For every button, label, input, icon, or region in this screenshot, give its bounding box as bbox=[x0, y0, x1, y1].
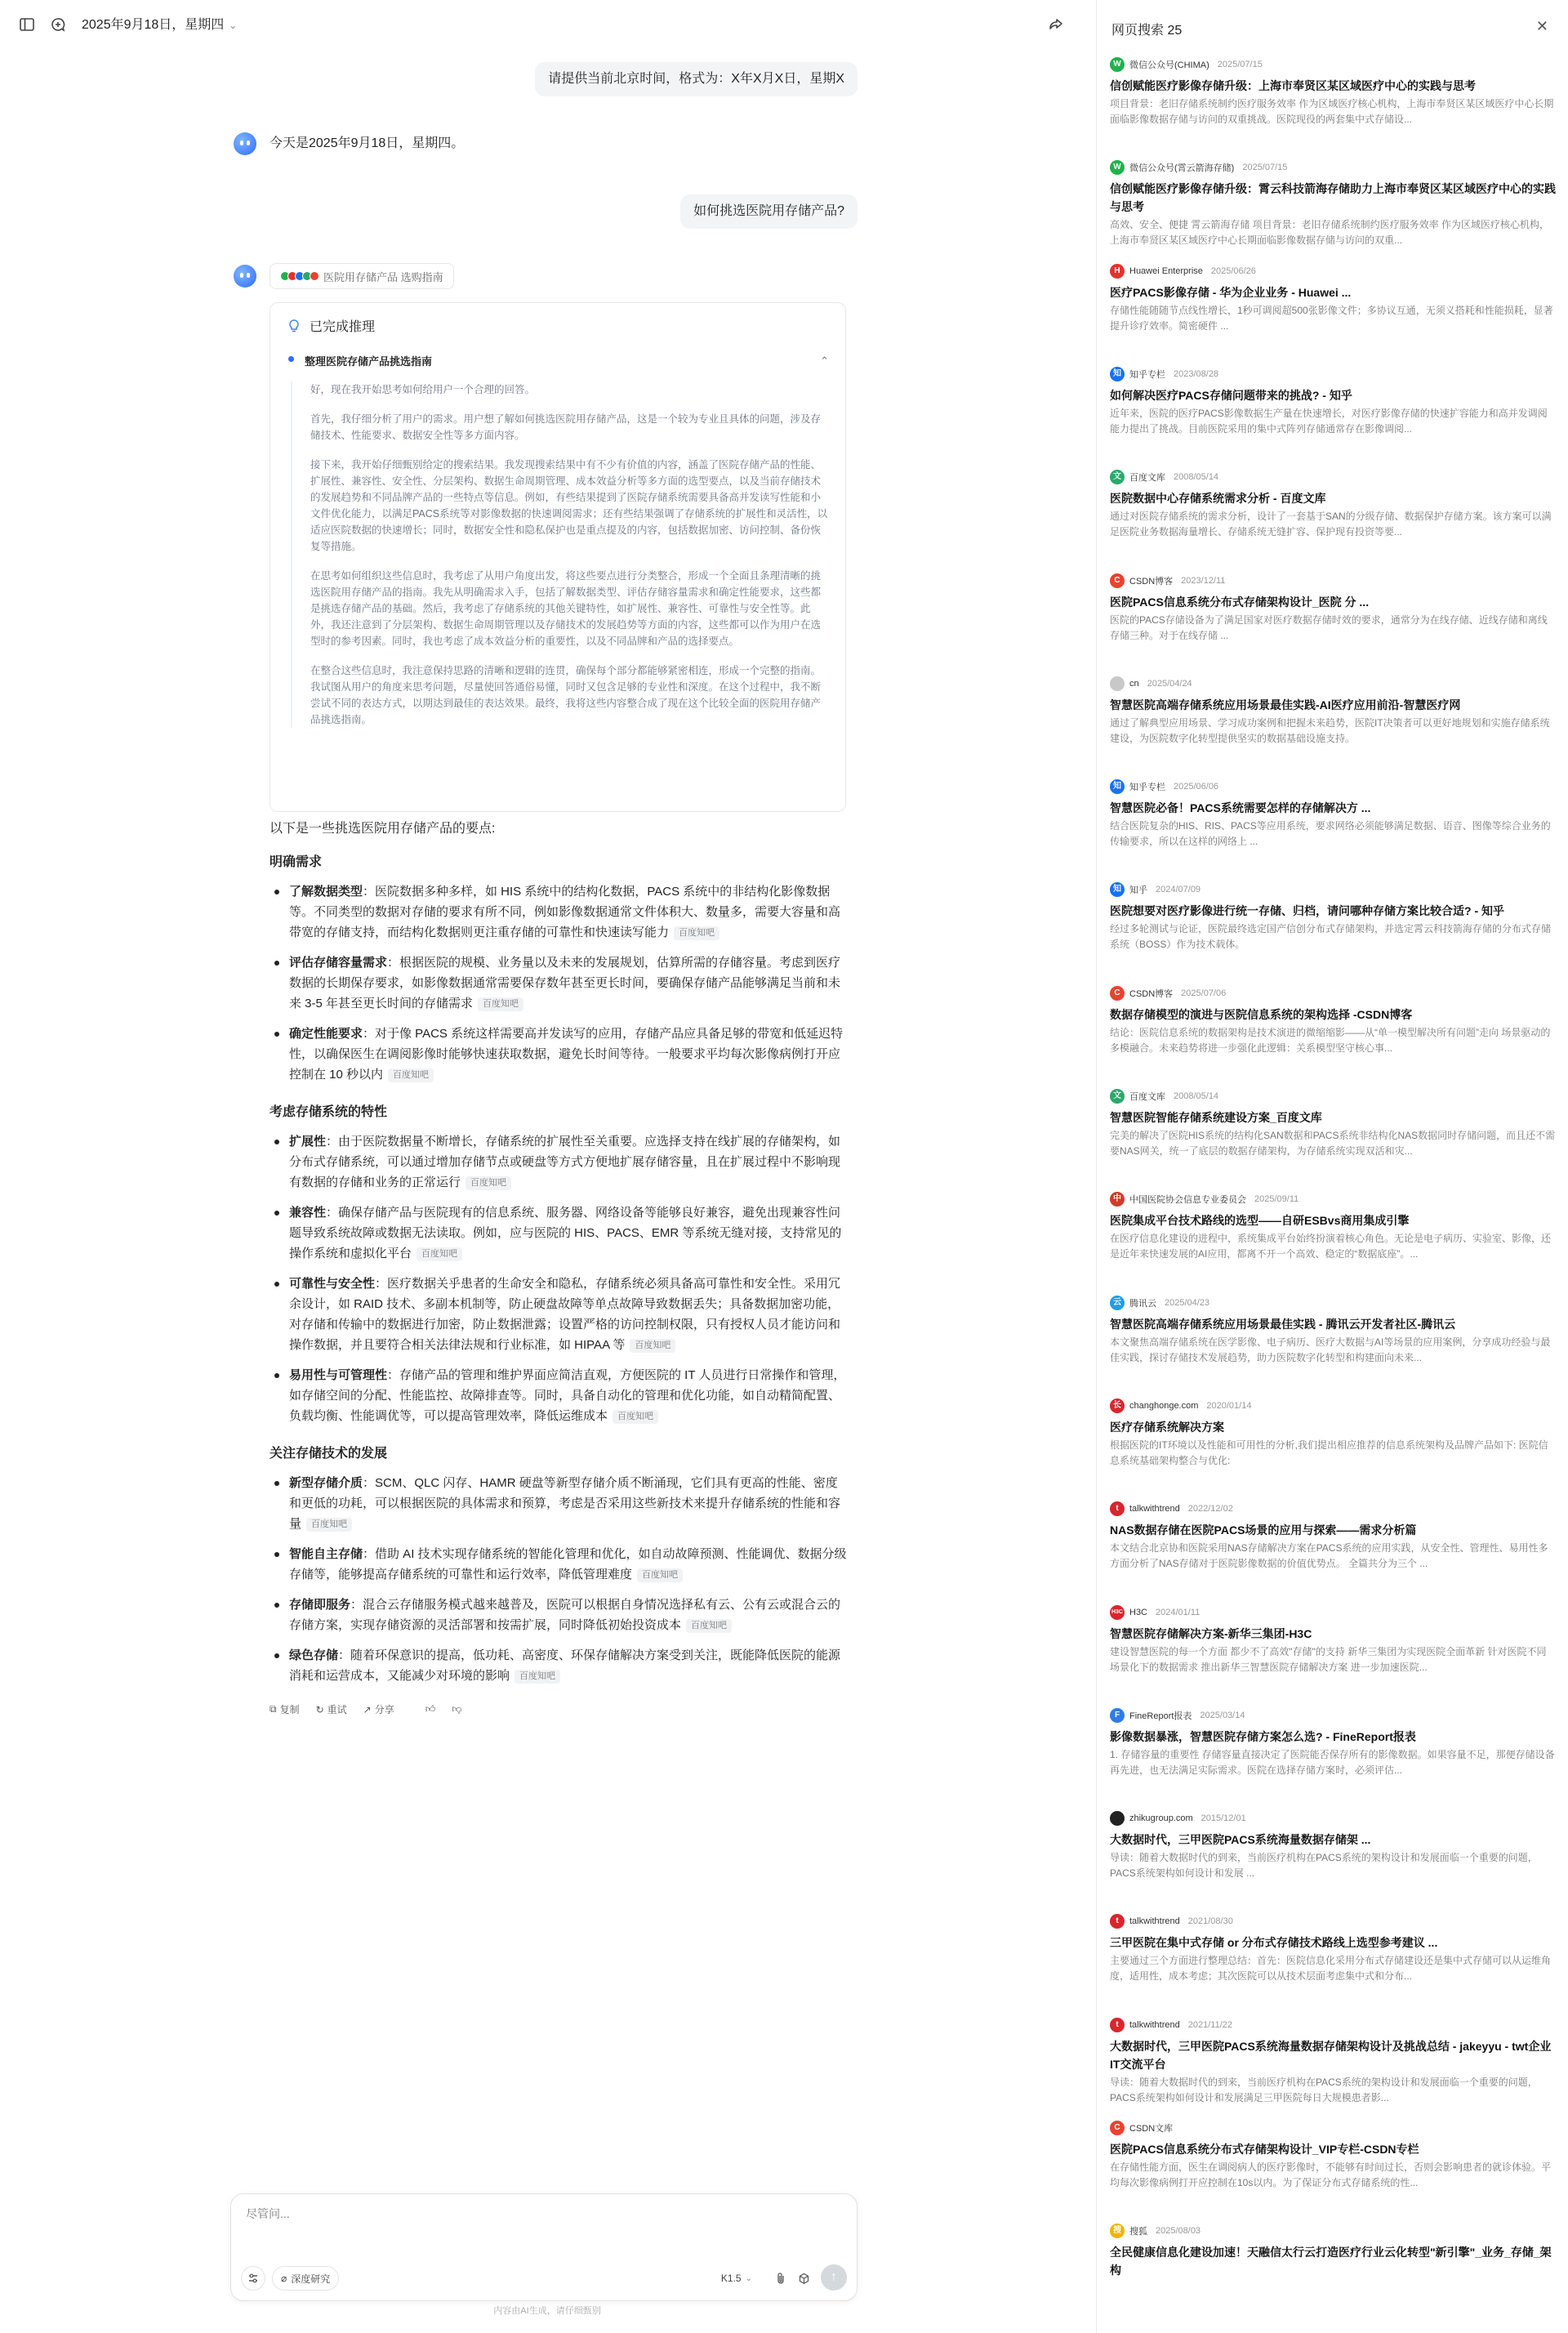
site-favicon-icon: 云 bbox=[1110, 1296, 1125, 1310]
sources-pill-label: 医院用存储产品 选购指南 bbox=[323, 270, 443, 283]
section-heading: 考虑存储系统的特性 bbox=[270, 1105, 388, 1119]
result-source: 微信公众号(CHIMA) bbox=[1129, 60, 1209, 70]
search-result[interactable] bbox=[1110, 1296, 1556, 1366]
reasoning-body bbox=[291, 381, 829, 728]
result-source: H3C bbox=[1129, 1607, 1148, 1617]
result-date: 2025/06/26 bbox=[1210, 265, 1256, 276]
search-result[interactable] bbox=[1110, 1192, 1556, 1262]
conversation-title[interactable] bbox=[82, 16, 237, 34]
search-result[interactable] bbox=[1110, 2121, 1556, 2191]
site-favicon-icon: 文 bbox=[1110, 1089, 1125, 1104]
citation-badge[interactable]: 百度知吧 bbox=[466, 1176, 511, 1190]
list-item bbox=[270, 1274, 849, 1355]
site-favicon-icon: t bbox=[1110, 2018, 1125, 2032]
citation-badge[interactable]: 百度知吧 bbox=[686, 1619, 732, 1633]
item-text: ：确保存储产品与医院现有的信息系统、服务器、网络设备等能够良好兼容，避免出现兼容性问题导致系统故障或数据无法读取。例如，应与医院的 HIS、PACS、EMR 等系统无缝对接，支持常见的操作系统和虚拟化平台 bbox=[289, 1206, 842, 1260]
assistant-message: 今天是2025年9月18日，星期四。 bbox=[270, 136, 465, 150]
result-meta bbox=[1110, 2224, 1556, 2238]
site-favicon-icon: 知 bbox=[1110, 779, 1125, 794]
message-input[interactable] bbox=[246, 2207, 834, 2220]
message-composer bbox=[230, 2193, 858, 2301]
result-source: changhonge.com bbox=[1129, 1400, 1199, 1411]
assistant-avatar bbox=[234, 132, 256, 155]
retry-button[interactable] bbox=[316, 1702, 347, 1716]
deep-research-label: 深度研究 bbox=[291, 2273, 331, 2285]
result-snippet: 医院的PACS存储设备为了满足国家对医疗数据存储时效的要求，通常分为在线存储、近线存储和离线存储三种。对于在线存储 ... bbox=[1110, 613, 1548, 641]
result-date: 2025/06/06 bbox=[1174, 782, 1219, 792]
result-title[interactable]: 医院集成平台技术路线的选型——自研ESBvs商用集成引擎 bbox=[1110, 1214, 1410, 1228]
result-meta bbox=[1110, 1501, 1556, 1516]
result-meta bbox=[1110, 676, 1556, 691]
list-item bbox=[270, 1645, 849, 1686]
item-label: 绿色存储 bbox=[289, 1648, 339, 1662]
result-snippet: 完美的解决了医院HIS系统的结构化SAN数据和PACS系统非结构化NAS数据同时存储问题，而且还不需要NAS网关，统一了底层的数据存储架构，为存储系统实现双活和灾... bbox=[1110, 1130, 1556, 1157]
site-favicon-icon: F bbox=[1110, 1708, 1125, 1723]
result-source: 百度文库 bbox=[1129, 473, 1165, 484]
arrow-up-icon: ↑ bbox=[831, 2270, 837, 2284]
site-favicon-icon: W bbox=[1110, 57, 1125, 72]
search-result[interactable] bbox=[1110, 1708, 1556, 1778]
result-snippet: 存储性能随随节点线性增长，1秒可调阅超500张影像文件；多协议互通，无须义搭耗和性能损耗，显著提升诊疗效率。简密硬件 ... bbox=[1110, 304, 1553, 332]
result-meta bbox=[1110, 1089, 1556, 1104]
list-item bbox=[270, 1024, 849, 1085]
site-favicon-icon: 文 bbox=[1110, 470, 1125, 484]
user-message: 如何挑选医院用存储产品? bbox=[680, 194, 858, 229]
result-snippet: 项目背景：老旧存储系统制约医疗服务效率 作为区域医疗核心机构，上海市奉贤区某区域医疗中心长期面临影像数据存储与访问的双重挑战。医院现役的两套集中式存储设... bbox=[1110, 98, 1554, 125]
site-favicon-icon: H3C bbox=[1110, 1605, 1125, 1620]
result-date: 2024/01/11 bbox=[1156, 1607, 1200, 1617]
result-snippet: 建设智慧医院的每一个方面 都少不了高效"存储"的支持 新华三集团为实现医院全面革新 针对医院不同场景化下的数据需求 推出新华三智慧医院存储解决方案 进一步加速医院... bbox=[1110, 1645, 1547, 1673]
result-title[interactable]: 大数据时代，三甲医院PACS系统海量数据存储架构设计及挑战总结 - jakeyyu - twt企业IT交流平台 bbox=[1110, 2039, 1552, 2071]
section-heading: 关注存储技术的发展 bbox=[270, 1447, 388, 1461]
citation-badge[interactable]: 百度知吧 bbox=[478, 997, 523, 1011]
reasoning-paragraph: 接下来，我开始仔细甄别给定的搜索结果。我发现搜索结果中有不少有价值的内容，涵盖了医院存储产品的性能、扩展性、兼容性、安全性、分层架构、数据生命周期管理、成本效益分析等多方面的选型要点，以及当前存储技术的发展趋势和不同品牌产品的一些特点等信息。例如，有些结果提到了医院存储系统需要具备高并发读写性能和小文件优化能力，以满足PACS系统等对影像数据的快速调阅需求；还有些结果强调了存储系统的扩展性和灵活性，以适应医院数据的快速增长；同时，数据安全性和隐私保护也是重点提及的内容，包括数据加密、访问控制、备份恢复等措施。 bbox=[310, 459, 828, 552]
search-result[interactable] bbox=[1110, 986, 1556, 1056]
user-message: 请提供当前北京时间，格式为：X年X月X日，星期X bbox=[535, 62, 858, 96]
result-meta bbox=[1110, 986, 1556, 1001]
attach-icon[interactable] bbox=[770, 2266, 791, 2291]
site-favicon-icon: 搜 bbox=[1110, 2224, 1125, 2238]
result-title[interactable]: 三甲医院在集中式存储 or 分布式存储技术路线上选型参考建议 ... bbox=[1110, 1936, 1438, 1950]
search-result[interactable] bbox=[1110, 2018, 1556, 2106]
result-title[interactable]: 智慧医院高端存储系统应用场景最佳实践 - 腾讯云开发者社区-腾讯云 bbox=[1110, 1317, 1456, 1331]
result-source: talkwithtrend bbox=[1129, 1916, 1180, 1927]
result-date: 2025/09/11 bbox=[1254, 1194, 1299, 1205]
result-title[interactable]: 全民健康信息化建设加速！天融信太行云打造医疗行业云化转型"新引擎"_业务_存储_架构 bbox=[1110, 2246, 1552, 2277]
result-date: 2025/04/23 bbox=[1165, 1297, 1210, 1308]
result-title[interactable]: NAS数据存储在医院PACS场景的应用与探索——需求分析篇 bbox=[1110, 1523, 1417, 1537]
result-date: 2021/11/22 bbox=[1187, 2019, 1233, 2030]
source-favicons bbox=[280, 271, 317, 281]
citation-badge[interactable]: 百度知吧 bbox=[514, 1670, 560, 1684]
item-label: 兼容性 bbox=[289, 1206, 327, 1220]
result-source: 知乎专栏 bbox=[1129, 369, 1165, 380]
disclaimer-note: 内容由AI生成，请仔细甄别 bbox=[493, 2306, 601, 2316]
site-favicon-icon: C bbox=[1110, 2121, 1125, 2135]
result-title[interactable]: 医疗PACS影像存储 - 华为企业业务 - Huawei ... bbox=[1110, 285, 1352, 299]
citation-badge[interactable]: 百度知吧 bbox=[674, 926, 719, 940]
citation-badge[interactable]: 百度知吧 bbox=[306, 1518, 352, 1532]
bullet-list bbox=[270, 1131, 849, 1426]
lightbulb-icon bbox=[287, 319, 301, 333]
conversation-title-text: 2025年9月18日，星期四 bbox=[82, 18, 225, 32]
result-snippet: 经过多轮测试与论证，医院最终选定国产信创分布式存储架构，并选定霄云科技箭海存储的分布式存储系统（BOSS）作为技术载体。 bbox=[1110, 923, 1552, 951]
result-title[interactable]: 医疗存储系统解决方案 bbox=[1110, 1420, 1224, 1434]
bullet-list bbox=[270, 881, 849, 1085]
share-label: 分享 bbox=[374, 1704, 394, 1715]
result-meta bbox=[1110, 470, 1556, 484]
search-result[interactable] bbox=[1110, 367, 1556, 437]
result-meta bbox=[1110, 1605, 1556, 1620]
citation-badge[interactable]: 百度知吧 bbox=[612, 1410, 658, 1424]
result-source: zhikugroup.com bbox=[1129, 1813, 1193, 1824]
result-snippet: 本文聚焦高端存储系统在医学影像、电子病历、医疗大数据与AI等场景的应用案例，分享成功经验与最佳实践，探讨存储技术发展趋势，助力医院数字化转型和构建面向未来... bbox=[1110, 1336, 1551, 1363]
top-bar bbox=[0, 0, 1094, 51]
result-source: 知乎 bbox=[1129, 885, 1147, 896]
result-snippet: 结合医院复杂的HIS、RIS、PACS等应用系统，要求网络必须能够满足数据、语音、图像等综合业务的传输要求，所以在这样的网络上 ... bbox=[1110, 820, 1551, 848]
result-meta bbox=[1110, 2018, 1556, 2032]
item-text: ：SCM、QLC 闪存、HAMR 硬盘等新型存储介质不断涌现，它们具有更高的性能、密度和更低的功耗，可以根据医院的具体需求和预算，考虑是否采用这些新技术来提升存储系统的性能和容量 bbox=[289, 1476, 841, 1531]
refresh-icon: ↻ bbox=[315, 1703, 324, 1715]
sources-pill[interactable] bbox=[270, 263, 454, 289]
sidebar-toggle-icon[interactable] bbox=[18, 16, 36, 34]
result-meta bbox=[1110, 882, 1556, 897]
result-source: CSDN文库 bbox=[1129, 2124, 1174, 2134]
answer-lead: 以下是一些挑选医院用存储产品的要点: bbox=[270, 822, 496, 836]
result-snippet: 导读：随着大数据时代的到来，当前医疗机构在PACS系统的架构设计和发展面临一个重要的问题，PACS系统架构如何设计和发展满足三甲医院每日大规模患者影... bbox=[1110, 2076, 1538, 2103]
cube-icon[interactable] bbox=[793, 2266, 814, 2291]
result-snippet bbox=[1110, 2281, 1556, 2312]
model-selector[interactable] bbox=[713, 2266, 760, 2291]
tools-icon[interactable] bbox=[241, 2266, 265, 2291]
result-snippet: 本文结合北京协和医院采用NAS存储解决方案在PACS系统的应用实践，从安全性、管理性、易用性多方面分析了NAS存储对于医院影像数据的价值优势点。 全篇共分为三个 ... bbox=[1110, 1542, 1548, 1570]
result-date: 2025/04/24 bbox=[1147, 678, 1192, 689]
reasoning-step-label: 整理医院存储产品挑选指南 bbox=[305, 355, 433, 368]
result-date: 2020/01/14 bbox=[1206, 1400, 1252, 1411]
item-text: ：混合云存储服务模式越来越普及，医院可以根据自身情况选择私有云、公有云或混合云的存储方案，实现存储资源的灵活部署和按需扩展，同时降低初始投资成本 bbox=[289, 1598, 841, 1632]
reasoning-header-text: 已完成推理 bbox=[310, 320, 376, 334]
result-date: 2025/08/03 bbox=[1156, 2226, 1201, 2237]
bullet-list bbox=[270, 1473, 849, 1686]
reasoning-header[interactable] bbox=[287, 316, 829, 335]
item-text: ：医疗数据关乎患者的生命安全和隐私，存储系统必须具备高可靠性和安全性。采用冗余设计，如 RAID 技术、多副本机制等，防止硬盘故障等单点故障导致数据丢失；具备数据加密功能，对存储和传输中的数据进行加密，防止数据泄露；设置严格的访问控制权限，只有授权人员才能访问和操作数据，并且要符合相关法律法规和行业标准，如 HIPAA 等 bbox=[289, 1277, 841, 1352]
result-source: cn bbox=[1129, 678, 1139, 689]
site-favicon-icon: t bbox=[1110, 1914, 1125, 1929]
result-date: 2021/08/30 bbox=[1187, 1916, 1233, 1927]
panel-title: 网页搜索 25 bbox=[1111, 24, 1183, 38]
result-snippet: 通过了解典型应用场景、学习成功案例和把握未来趋势，医院IT决策者可以更好地规划和实施存储系统建设，为医院数字化转型提供坚实的数据基础设施支持。 bbox=[1110, 716, 1550, 744]
item-label: 扩展性 bbox=[289, 1135, 327, 1149]
item-label: 存储即服务 bbox=[289, 1598, 351, 1612]
thumbs-up-icon[interactable]: 👍︎ bbox=[425, 1703, 436, 1715]
result-date: 2025/07/15 bbox=[1242, 163, 1288, 173]
result-source: 百度文库 bbox=[1129, 1092, 1165, 1102]
copy-label: 复制 bbox=[279, 1704, 300, 1715]
search-result[interactable] bbox=[1110, 573, 1556, 644]
item-text: ：对于像 PACS 系统这样需要高并发读写的应用，存储产品应具备足够的带宽和低延迟特性，以确保医生在调阅影像时能够快速获取数据，避免长时间等待。一般要求平均每次影像病例打开应控制在 10 秒以内 bbox=[289, 1027, 844, 1082]
deep-research-icon: ⌀ bbox=[281, 2273, 287, 2284]
result-snippet: 近年来，医院的医疗PACS影像数据生产量在快速增长，对医疗影像存储的快速扩容能力和高并发调阅能力提出了挑战。目前医院采用的集中式阵列存储通常存在影像调阅... bbox=[1110, 407, 1548, 435]
search-result[interactable] bbox=[1110, 676, 1556, 747]
result-date: 2015/12/01 bbox=[1200, 1813, 1246, 1824]
search-result[interactable] bbox=[1110, 1914, 1556, 1984]
send-button[interactable] bbox=[821, 2264, 847, 2291]
new-chat-icon[interactable] bbox=[49, 16, 67, 34]
result-snippet: 通过对医院存储系统的需求分析，设计了一套基于SAN的分级存储、数据保护存储方案。该方案可以满足医院业务数据海量增长、存储系统无缝扩容、保护现有投资等要... bbox=[1110, 511, 1552, 538]
reasoning-paragraph: 好，现在我开始思考如何给用户一个合理的回答。 bbox=[310, 384, 536, 395]
result-date: 2025/03/14 bbox=[1200, 1710, 1245, 1720]
result-title[interactable]: 数据存储模型的演进与医院信息系统的架构选择 -CSDN博客 bbox=[1110, 1007, 1413, 1021]
site-favicon-icon: 知 bbox=[1110, 882, 1125, 897]
share-button[interactable] bbox=[363, 1702, 394, 1716]
reasoning-paragraph: 在整合这些信息时，我注意保持思路的清晰和逻辑的连贯，确保每个部分都能够紧密相连，形成一个完整的指南。我试图从用户的角度来思考问题，尽量使回答通俗易懂，同时又包含足够的专业性和深度。在这个过程中，我不断尝试不同的表达方式，以期达到最佳的表达效果。最终，我将这些内容整合成了现在这个比较全面的医院用存储产品挑选指南。 bbox=[310, 665, 822, 725]
site-favicon-icon: H bbox=[1110, 264, 1125, 279]
site-favicon-icon bbox=[1110, 676, 1125, 691]
reasoning-panel bbox=[270, 302, 846, 812]
result-snippet: 在存储性能方面，医生在调阅病人的医疗影像时，不能够有时间过长，否则会影响患者的就诊体验。平均每次影像病例打开应控制在10s以内。为了保证分布式存储系统的性... bbox=[1110, 2161, 1552, 2188]
result-source: Huawei Enterprise bbox=[1129, 265, 1203, 276]
result-source: talkwithtrend bbox=[1129, 2019, 1180, 2030]
reasoning-paragraph: 在思考如何组织这些信息时，我考虑了从用户角度出发，将这些要点进行分类整合，形成一个全面且条理清晰的挑选医院用存储产品的指南。我先从明确需求入手，包括了解数据类型、评估存储容量需求和确定性能要求，这些都是挑选存储产品的基础。然后，我考虑了存储系统的其他关键特性，如扩展性、兼容性、可靠性与安全性等。此外，我还注意到了分层架构、数据生命周期管理以及存储技术的发展趋势等方面的内容，这些都可以作为用户在选型时的参考因素。同时，我也考虑了成本效益分析的重要性，以及不同品牌和产品的选择要点。 bbox=[310, 570, 822, 647]
item-label: 智能自主存储 bbox=[289, 1547, 363, 1561]
result-meta bbox=[1110, 1192, 1556, 1207]
result-date: 2023/12/11 bbox=[1181, 575, 1226, 586]
result-meta bbox=[1110, 1398, 1556, 1413]
item-text: ：由于医院数据量不断增长，存储系统的扩展性至关重要。应选择支持在线扩展的存储架构，如分布式存储系统，可以通过增加存储节点或硬盘等方式方便地扩展存储容量，且在扩展过程中不影响现有数据的存储和业务的正常运行 bbox=[289, 1135, 841, 1189]
result-meta bbox=[1110, 160, 1556, 175]
result-snippet: 1. 存储容量的重要性 存储容量直接决定了医院能否保存所有的影像数据。如果容量不足，那便存储设备再先进，也无法满足实际需求。医院在选择存储方案时，必须评估... bbox=[1110, 1748, 1555, 1776]
result-meta bbox=[1110, 367, 1556, 381]
result-title[interactable]: 信创赋能医疗影像存储升级：上海市奉贤区某区域医疗中心的实践与思考 bbox=[1110, 79, 1476, 92]
result-meta bbox=[1110, 1708, 1556, 1723]
message-actions bbox=[270, 1702, 849, 1716]
item-text: ：医院数据多种多样，如 HIS 系统中的结构化数据，PACS 系统中的非结构化影像数据等。不同类型的数据对存储的要求有所不同，例如影像数据通常文件体积大、数量多，需要大容量和高带宽的存储支持，而结构化数据则更注重存储的可靠性和快速读写能力 bbox=[289, 885, 841, 939]
item-text: ：根据医院的规模、业务量以及未来的发展规划，估算所需的存储容量。考虑到医疗数据的长期保存要求，如影像数据通常需要保存数年甚至更长时间，要确保存储产品能够满足当前和未来 3-5 年甚至更长时间的存储需求 bbox=[289, 956, 841, 1010]
result-source: 中国医院协会信息专业委员会 bbox=[1129, 1195, 1246, 1206]
search-result[interactable] bbox=[1110, 1398, 1556, 1469]
reasoning-step[interactable] bbox=[287, 353, 829, 368]
result-meta bbox=[1110, 264, 1556, 279]
list-item bbox=[270, 1202, 849, 1264]
result-meta bbox=[1110, 1914, 1556, 1929]
result-snippet: 高效、安全、便捷 霄云箭海存储 项目背景：老旧存储系统制约医疗服务效率 作为区域医疗核心机构，上海市奉贤区某区域医疗中心长期面临影像数据存储与访问的双重... bbox=[1110, 219, 1550, 247]
search-result[interactable] bbox=[1110, 160, 1556, 248]
result-meta bbox=[1110, 2121, 1556, 2135]
result-title[interactable]: 影像数据暴涨，智慧医院存储方案怎么选? - FineReport报表 bbox=[1110, 1729, 1416, 1743]
item-label: 了解数据类型 bbox=[289, 885, 363, 899]
result-title[interactable]: 智慧医院存储解决方案-新华三集团-H3C bbox=[1110, 1626, 1312, 1640]
result-snippet: 在医疗信息化建设的进程中，系统集成平台始终扮演着核心角色。无论是电子病历、实验室、影像，还是近年来快速发展的AI应用，都离不开一个高效、稳定的“数据底座”。... bbox=[1110, 1233, 1552, 1260]
item-text: ：存储产品的管理和维护界面应简洁直观，方便医院的 IT 人员进行日常操作和管理，如存储空间的分配、性能监控、故障排查等。同时，具备自动化的管理和优化功能，如自动精简配置、负载均衡、性能调优等，可以提高管理效率，降低运维成本 bbox=[289, 1368, 846, 1423]
site-favicon-icon: 长 bbox=[1110, 1398, 1125, 1413]
item-label: 新型存储介质 bbox=[289, 1476, 363, 1490]
close-icon[interactable]: ✕ bbox=[1535, 18, 1548, 34]
result-meta bbox=[1110, 1811, 1556, 1826]
result-date: 2022/12/02 bbox=[1187, 1504, 1233, 1514]
result-date: 2025/07/15 bbox=[1217, 60, 1263, 69]
result-snippet: 主要通过三个方面进行整理总结：首先：医院信息化采用分布式存储建设还是集中式存储可以从运维角度，适用性，成本考虑；其次医院可以从技术层面考虑集中式和分布... bbox=[1110, 1955, 1552, 1983]
citation-badge[interactable]: 百度知吧 bbox=[388, 1068, 434, 1082]
item-label: 可靠性与安全性 bbox=[289, 1277, 376, 1291]
model-label: K1.5 bbox=[720, 2273, 742, 2284]
site-favicon-icon bbox=[1110, 1811, 1125, 1826]
item-text: ：借助 AI 技术实现存储系统的智能化管理和优化，如自动故障预测、性能调优、数据分级存储等，能够提高存储系统的可靠性和运行效率，降低管理难度 bbox=[289, 1547, 847, 1581]
reasoning-paragraph: 首先，我仔细分析了用户的需求。用户想了解如何挑选医院用存储产品，这是一个较为专业且具体的问题，涉及存储技术、性能要求、数据安全性等多方面内容。 bbox=[310, 413, 822, 441]
list-item bbox=[270, 1595, 849, 1635]
result-title[interactable]: 医院PACS信息系统分布式存储架构设计_VIP专栏-CSDN专栏 bbox=[1110, 2143, 1419, 2156]
search-result[interactable] bbox=[1110, 1605, 1556, 1675]
result-source: 腾讯云 bbox=[1129, 1298, 1156, 1309]
list-item bbox=[270, 1131, 849, 1193]
result-date: 2025/07/06 bbox=[1181, 988, 1227, 998]
result-snippet: 导读：随着大数据时代的到来，当前医疗机构在PACS系统的架构设计和发展面临一个重要的问题，PACS系统架构如何设计和发展 ... bbox=[1110, 1852, 1538, 1880]
chevron-down-icon: ⌄ bbox=[229, 20, 238, 31]
deep-research-button[interactable] bbox=[272, 2266, 339, 2291]
search-result[interactable] bbox=[1110, 882, 1556, 952]
list-item bbox=[270, 1473, 849, 1534]
search-result[interactable] bbox=[1110, 470, 1556, 540]
site-favicon-icon: t bbox=[1110, 1501, 1125, 1516]
result-title[interactable]: 智慧医院必备！PACS系统需要怎样的存储解决方 ... bbox=[1110, 801, 1371, 815]
thumbs-down-icon[interactable]: 👎︎ bbox=[452, 1703, 462, 1715]
result-meta bbox=[1110, 57, 1556, 72]
result-meta bbox=[1110, 779, 1556, 794]
result-source: CSDN博客 bbox=[1129, 576, 1174, 587]
result-source: 知乎专栏 bbox=[1129, 783, 1165, 793]
copy-button[interactable] bbox=[270, 1702, 300, 1716]
search-result[interactable] bbox=[1110, 57, 1556, 127]
site-favicon-icon: C bbox=[1110, 986, 1125, 1001]
share-icon: ↗ bbox=[363, 1703, 372, 1715]
section-heading: 明确需求 bbox=[270, 855, 323, 869]
search-result[interactable] bbox=[1110, 2224, 1556, 2312]
result-source: 搜狐 bbox=[1129, 2227, 1147, 2237]
citation-badge[interactable]: 百度知吧 bbox=[416, 1247, 462, 1261]
item-label: 确定性能要求 bbox=[289, 1027, 363, 1041]
search-result[interactable] bbox=[1110, 779, 1556, 850]
item-text: ：随着环保意识的提高，低功耗、高密度、环保存储解决方案受到关注，既能降低医院的能源消耗和运营成本，又能减少对环境的影响 bbox=[289, 1648, 841, 1683]
result-title[interactable]: 医院数据中心存储系统需求分析 - 百度文库 bbox=[1110, 492, 1326, 506]
citation-badge[interactable]: 百度知吧 bbox=[630, 1339, 675, 1353]
search-results-panel bbox=[1096, 0, 1568, 2333]
site-favicon-icon: C bbox=[1110, 573, 1125, 588]
site-favicon-icon: 中 bbox=[1110, 1192, 1125, 1207]
result-title[interactable]: 如何解决医疗PACS存储问题带来的挑战? - 知乎 bbox=[1110, 388, 1352, 402]
search-result[interactable] bbox=[1110, 1089, 1556, 1159]
citation-badge[interactable]: 百度知吧 bbox=[637, 1568, 683, 1582]
result-snippet: 结论：医院信息系统的数据架构是技术演进的微缩缩影——从“单一模型解决所有问题”走向 场景驱动的多模融合。未来趋势将进一步强化此逻辑：关系模型坚守核心事... bbox=[1110, 1026, 1551, 1054]
assistant-answer bbox=[270, 819, 849, 1716]
result-title[interactable]: 医院想要对医疗影像进行统一存储、归档，请问哪种存储方案比较合适? - 知乎 bbox=[1110, 904, 1504, 918]
result-meta bbox=[1110, 573, 1556, 588]
result-date: 2008/05/14 bbox=[1174, 1091, 1219, 1101]
result-meta bbox=[1110, 1296, 1556, 1310]
item-label: 评估存储容量需求 bbox=[289, 956, 388, 970]
site-favicon-icon: W bbox=[1110, 160, 1125, 175]
list-item bbox=[270, 1544, 849, 1585]
list-item bbox=[270, 952, 849, 1014]
chevron-down-icon: ⌄ bbox=[745, 2273, 752, 2283]
result-source: CSDN博客 bbox=[1129, 988, 1174, 999]
result-title[interactable]: 智慧医院高端存储系统应用场景最佳实践-AI医疗应用前沿-智慧医疗网 bbox=[1110, 698, 1461, 711]
search-result[interactable] bbox=[1110, 1811, 1556, 1881]
result-title[interactable]: 大数据时代，三甲医院PACS系统海量数据存储架 ... bbox=[1110, 1833, 1371, 1847]
result-source: FineReport报表 bbox=[1129, 1711, 1192, 1721]
copy-icon: ⧉ bbox=[270, 1703, 277, 1715]
result-date: 2023/08/28 bbox=[1174, 368, 1219, 379]
item-label: 易用性与可管理性 bbox=[289, 1368, 388, 1382]
result-snippet: 根据医院的IT环境以及性能和可用性的分析,我们提出相应推荐的信息系统架构及品牌产品如下: 医院信息系统基础架构整合与优化: bbox=[1110, 1439, 1548, 1466]
chevron-up-icon[interactable]: ⌃ bbox=[820, 354, 829, 367]
site-favicon-icon: 知 bbox=[1110, 367, 1125, 381]
retry-label: 重试 bbox=[327, 1704, 347, 1715]
list-item bbox=[270, 1365, 849, 1426]
result-title[interactable]: 信创赋能医疗影像存储升级：霄云科技箭海存储助力上海市奉贤区某区域医疗中心的实践与思考 bbox=[1110, 182, 1556, 214]
assistant-avatar bbox=[234, 265, 256, 288]
result-source: 微信公众号(霄云箭海存储) bbox=[1129, 163, 1235, 174]
result-source: talkwithtrend bbox=[1129, 1504, 1180, 1514]
search-result[interactable] bbox=[1110, 1501, 1556, 1572]
result-title[interactable]: 智慧医院智能存储系统建设方案_百度文库 bbox=[1110, 1111, 1322, 1124]
list-item bbox=[270, 881, 849, 943]
result-date: 2008/05/14 bbox=[1174, 472, 1219, 483]
result-date: 2024/07/09 bbox=[1156, 885, 1201, 895]
share-icon[interactable] bbox=[1047, 16, 1065, 34]
result-title[interactable]: 医院PACS信息系统分布式存储架构设计_医院 分 ... bbox=[1110, 595, 1370, 609]
search-result[interactable] bbox=[1110, 264, 1556, 334]
